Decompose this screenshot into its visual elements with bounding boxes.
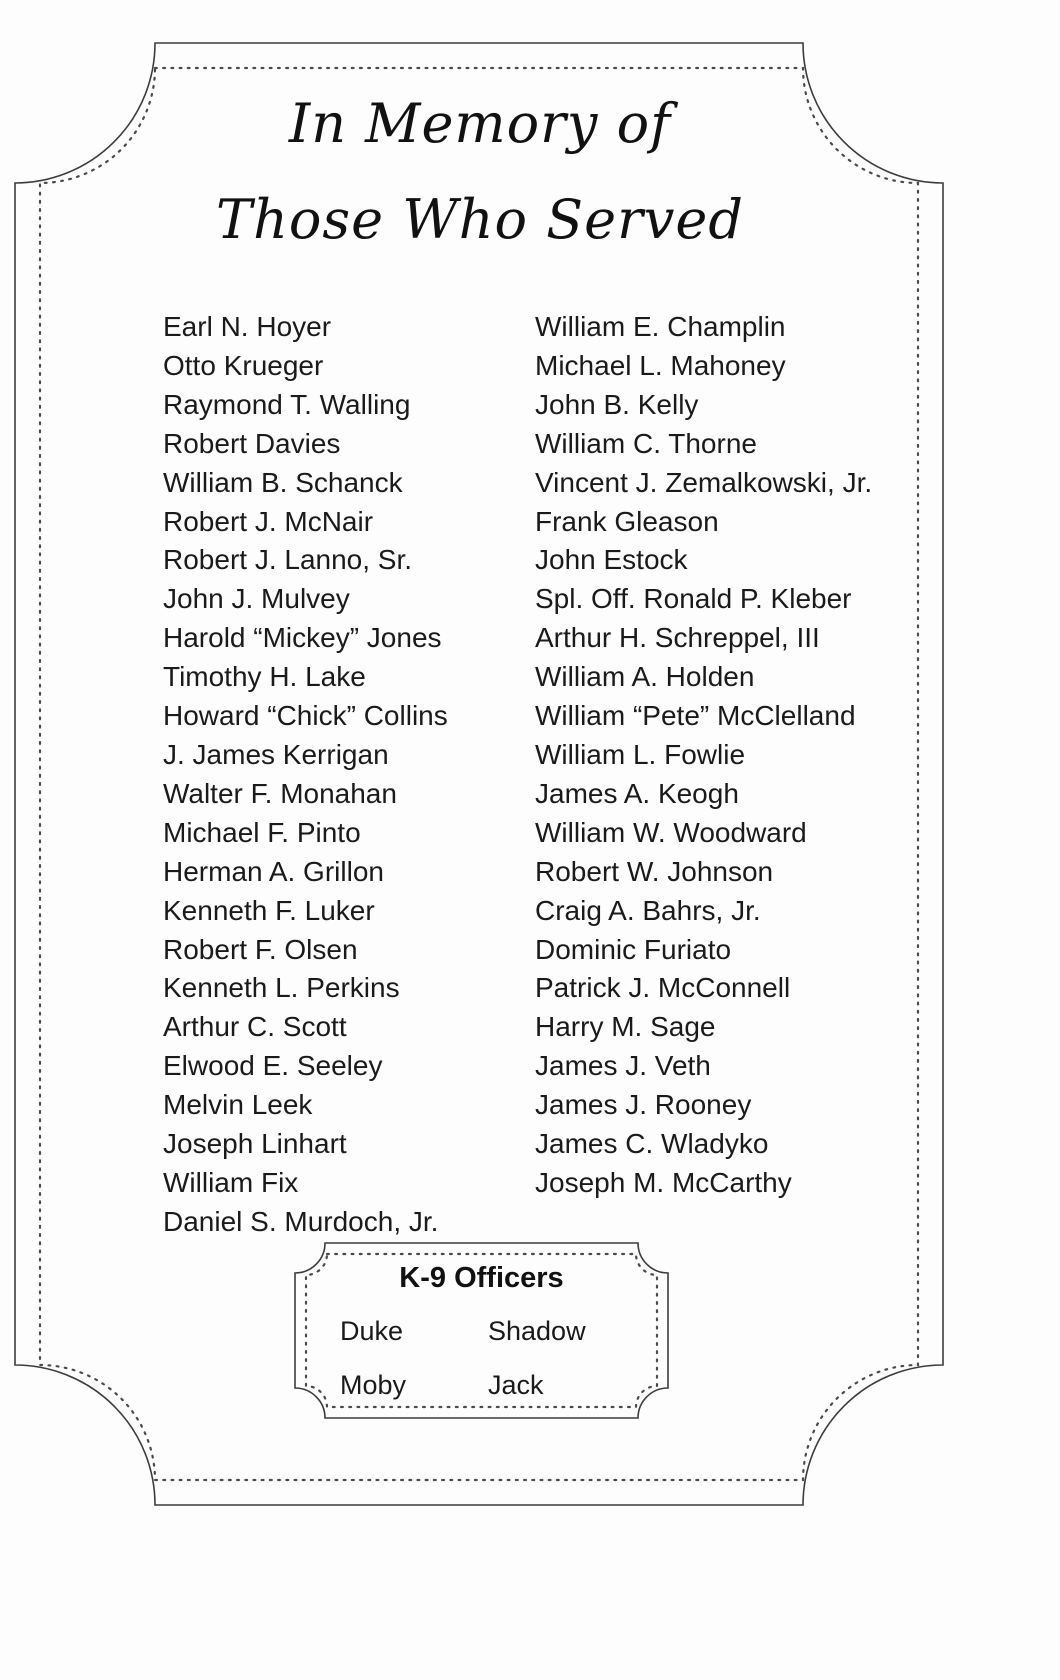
memorial-name: Otto Krueger	[163, 349, 324, 381]
k9-officers-names	[340, 1315, 586, 1401]
memorial-name: Craig A. Bahrs, Jr.	[535, 894, 761, 926]
memorial-name: Patrick J. McConnell	[535, 972, 791, 1004]
memorial-name: Vincent J. Zemalkowski, Jr.	[535, 466, 873, 498]
memorial-name: William L. Fowlie	[535, 738, 746, 770]
memorial-name: Michael F. Pinto	[163, 816, 361, 848]
memorial-name: Arthur H. Schreppel, III	[535, 622, 820, 654]
k9-officer-name: Duke	[340, 1316, 404, 1346]
memorial-name: William W. Woodward	[535, 816, 807, 848]
k9-officer-name: Moby	[340, 1370, 407, 1400]
memorial-name: William Fix	[163, 1166, 299, 1198]
memorial-name: Dominic Furiato	[535, 933, 732, 965]
memorial-name: Melvin Leek	[163, 1089, 313, 1121]
memorial-name: Daniel S. Murdoch, Jr.	[163, 1205, 439, 1237]
page-title-line1: In Memory of	[288, 92, 672, 155]
memorial-name-columns	[163, 308, 923, 1242]
memorial-name: John B. Kelly	[535, 388, 699, 420]
memorial-name: William A. Holden	[535, 661, 755, 693]
memorial-name: James J. Veth	[535, 1050, 711, 1082]
memorial-name: Kenneth F. Luker	[163, 894, 375, 926]
page-title-block	[0, 76, 960, 268]
memorial-name: William B. Schanck	[163, 466, 403, 498]
k9-officer-name: Shadow	[488, 1316, 586, 1346]
page-title-line2: Those Who Served	[216, 188, 744, 251]
memorial-name: J. James Kerrigan	[163, 738, 389, 770]
memorial-name: Robert Davies	[163, 427, 341, 459]
memorial-name: William C. Thorne	[535, 427, 757, 459]
memorial-name: Earl N. Hoyer	[163, 311, 332, 342]
memorial-name: Robert J. McNair	[163, 505, 374, 537]
memorial-name: Frank Gleason	[535, 505, 719, 537]
memorial-name: Robert W. Johnson	[535, 855, 774, 887]
memorial-name: Kenneth L. Perkins	[163, 972, 400, 1004]
memorial-name: John J. Mulvey	[163, 583, 350, 615]
memorial-name: Raymond T. Walling	[163, 388, 411, 420]
memorial-name: Spl. Off. Ronald P. Kleber	[535, 583, 852, 615]
memorial-name: Joseph M. McCarthy	[535, 1166, 792, 1198]
memorial-name: Joseph Linhart	[163, 1128, 347, 1160]
k9-officer-name: Jack	[488, 1370, 544, 1400]
memorial-name: James A. Keogh	[535, 777, 739, 809]
names-column-right	[535, 308, 923, 1242]
memorial-name: John Estock	[535, 544, 688, 576]
memorial-name: Harry M. Sage	[535, 1011, 716, 1043]
k9-officers-title: K-9 Officers	[399, 1262, 564, 1294]
memorial-name: Elwood E. Seeley	[163, 1050, 383, 1082]
memorial-name: Arthur C. Scott	[163, 1011, 347, 1043]
memorial-name: Herman A. Grillon	[163, 855, 384, 887]
memorial-name: James J. Rooney	[535, 1089, 752, 1121]
memorial-name: William “Pete” McClelland	[535, 700, 856, 732]
names-column-left	[163, 308, 535, 1242]
memorial-name: James C. Wladyko	[535, 1128, 769, 1160]
memorial-name: Harold “Mickey” Jones	[163, 622, 442, 654]
memorial-name: William E. Champlin	[535, 311, 786, 342]
memorial-name: Robert F. Olsen	[163, 933, 358, 965]
memorial-name: Timothy H. Lake	[163, 661, 366, 693]
memorial-name: Michael L. Mahoney	[535, 349, 786, 381]
memorial-name: Walter F. Monahan	[163, 777, 397, 809]
memorial-name: Robert J. Lanno, Sr.	[163, 544, 413, 576]
memorial-name: Howard “Chick” Collins	[163, 700, 448, 732]
